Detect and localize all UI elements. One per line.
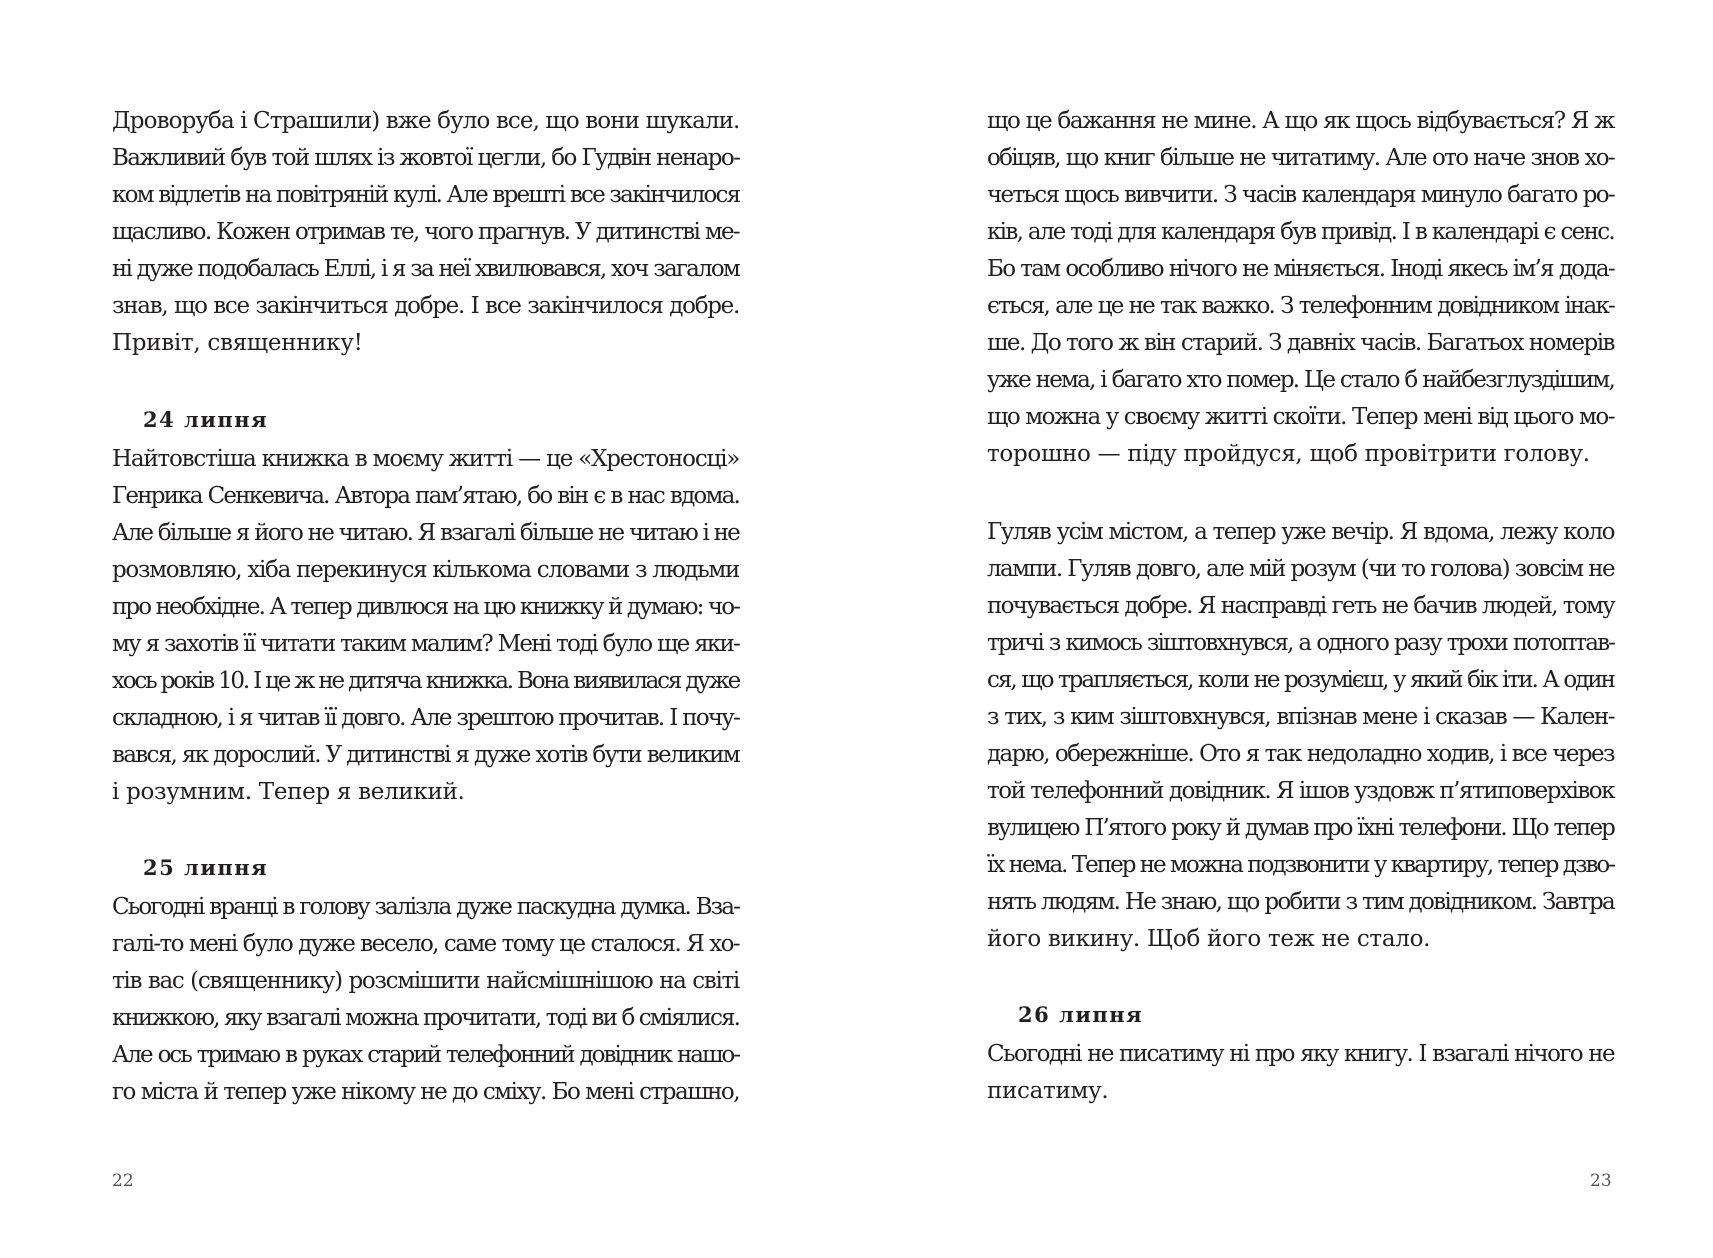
right-page: [857, 0, 1713, 1258]
text-line: про необхідне. А тепер дивлюся на цю книжку й думаю: чо-: [112, 594, 740, 620]
text-line: го міста й тепер уже нікому не до сміху. Бо мені страшно,: [112, 1079, 740, 1105]
text-line: вався, як дорослий. У дитинстві я дуже хотів бути великим: [112, 742, 739, 768]
page-number: 22: [112, 1171, 134, 1191]
text-line: Але ось тримаю в руках старий телефонний довідник нашо-: [112, 1042, 739, 1068]
page-number: 23: [1590, 1171, 1612, 1191]
text-line: тричі з кимось зіштовхнувся, а одного разу трохи потоптав-: [987, 630, 1614, 656]
text-line: Генрика Сенкевича. Автора пам’ятаю, бо він є в нас вдома.: [112, 483, 739, 509]
text-line: ється, але це не так важко. З телефонним довідником інак-: [987, 293, 1614, 319]
text-line: Гуляв усім містом, а тепер уже вечір. Я вдома, лежу коло: [987, 519, 1614, 545]
text-line: дарю, обережніше. Ото я так недоладно ходив, і все через: [987, 741, 1614, 767]
text-line: нять людям. Не знаю, що робити з тим довідником. Завтра: [987, 889, 1614, 915]
date-heading: 24 липня: [143, 407, 269, 432]
text-line: Бо там особливо нічого не міняється. Іноді якесь ім’я дода-: [987, 256, 1614, 282]
text-line: Важливий був той шлях із жовтої цегли, бо Гудвін ненаро-: [112, 145, 740, 171]
text-line: обіцяв, що книг більше не читатиму. Але ото наче знов хо-: [987, 145, 1614, 171]
text-line: Але більше я його не читаю. Я взагалі більше не читаю і не: [112, 520, 739, 546]
text-line: ся, що трапляється, коли не розумієш, у який бік іти. А один: [987, 667, 1614, 693]
text-line: ні дуже подобалась Еллі, і я за неї хвилювався, хоч загалом: [112, 256, 739, 282]
left-page: [0, 0, 856, 1258]
text-line: Сьогодні не писатиму ні про яку книгу. І взагалі нічого не: [987, 1041, 1614, 1067]
text-line: му я захотів її читати таким малим? Мені тоді було ще яки-: [112, 631, 739, 657]
text-line: ком відлетів на повітряній кулі. Але врешті все закінчилося: [112, 182, 740, 208]
text-line: його викину. Щоб його теж не стало.: [987, 926, 1431, 952]
text-line: четься щось вивчити. З часів календаря минуло багато ро-: [987, 182, 1614, 208]
text-line: що це бажання не мине. А що як щось відбувається? Я ж: [987, 108, 1614, 134]
text-line: і розумним. Тепер я великий.: [112, 779, 465, 805]
text-line: складною, і я читав її довго. Але зрештою прочитав. І почу-: [112, 705, 739, 731]
text-line: уже нема, і багато хто помер. Це стало б найбезглуздішим,: [987, 367, 1614, 393]
text-line: хось років 10. І це ж не дитяча книжка. Вона виявилася дуже: [112, 668, 739, 694]
text-line: знав, що все закінчиться добре. І все закінчилося добре.: [112, 293, 739, 319]
text-line: з тих, з ким зіштовхнувся, впізнав мене і сказав — Кален-: [987, 704, 1614, 730]
text-line: Дроворуба і Страшили) вже було все, що вони шукали.: [112, 108, 740, 134]
text-line: ше. До того ж він старий. З давніх часів. Багатьох номерів: [987, 330, 1614, 356]
text-line: їх нема. Тепер не можна подзвонити у квартиру, тепер дзво-: [987, 852, 1615, 878]
text-line: тів вас (священнику) розсмішити найсмішнішою на світі: [112, 968, 739, 994]
text-line: торошно — піду пройдуся, щоб провітрити голову.: [987, 441, 1590, 467]
text-line: щасливо. Кожен отримав те, чого прагнув. У дитинстві ме-: [112, 219, 739, 245]
text-line: Привіт, священнику!: [112, 330, 363, 356]
text-line: розмовляю, хіба перекинуся кількома словами з людьми: [112, 557, 739, 583]
text-line: той телефонний довідник. Я ішов уздовж п’ятиповерхівок: [987, 778, 1614, 804]
text-line: лампи. Гуляв довго, але мій розум (чи то голова) зовсім не: [987, 556, 1615, 582]
date-heading: 25 липня: [143, 855, 269, 880]
text-line: Найтовстіша книжка в моєму житті — це «Хрестоносці»: [112, 446, 740, 472]
text-line: вулицею П’ятого року й думав про їхні телефони. Що тепер: [987, 815, 1614, 841]
text-line: почувається добре. Я насправді геть не бачив людей, тому: [987, 593, 1614, 619]
date-heading: 26 липня: [1018, 1002, 1144, 1027]
text-line: Сьогодні вранці в голову залізла дуже паскудна думка. Вза-: [112, 894, 739, 920]
text-line: галі-то мені було дуже весело, саме тому це сталося. Я хо-: [112, 931, 739, 957]
text-line: що можна у своєму житті скоїти. Тепер мені від цього мо-: [987, 404, 1614, 430]
text-line: книжкою, яку взагалі можна прочитати, тоді ви б сміялися.: [112, 1005, 739, 1031]
text-line: ків, але тоді для календаря був привід. І в календарі є сенс.: [987, 219, 1614, 245]
text-line: писатиму.: [987, 1078, 1109, 1104]
